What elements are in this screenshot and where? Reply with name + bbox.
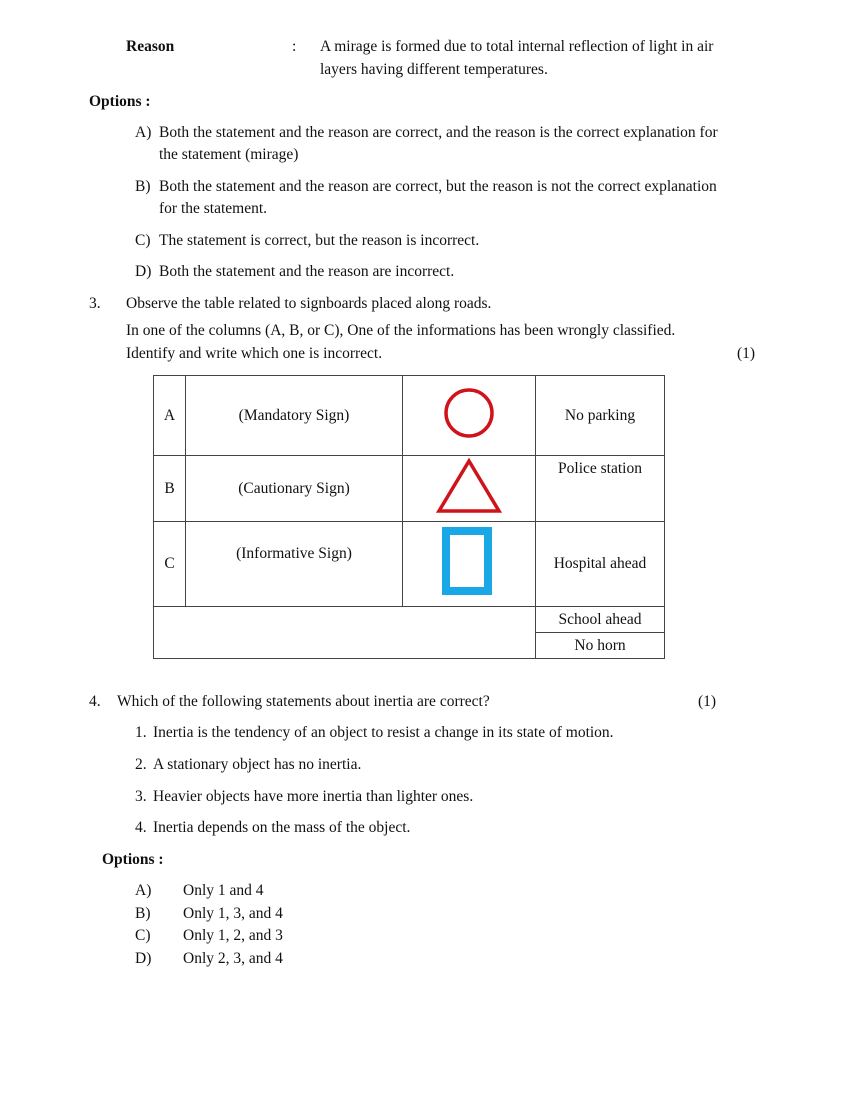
q4-statement-4-text: Inertia depends on the mass of the object.: [153, 819, 411, 836]
red-circle-icon: [439, 385, 499, 441]
row-c-letter: C: [154, 522, 186, 607]
q4-option-b-letter: B): [135, 905, 151, 922]
red-triangle-icon: [434, 456, 504, 516]
row-b-sign-type: (Cautionary Sign): [186, 456, 403, 522]
q4-option-b-text: Only 1, 3, and 4: [183, 905, 283, 922]
q2-option-b-line-1: Both the statement and the reason are correct, but the reason is not the correct explanation: [159, 178, 717, 195]
row-a-info: No parking: [536, 376, 665, 456]
reason-text-line-1: A mirage is formed due to total internal reflection of light in air: [320, 38, 714, 55]
table-row-b: [154, 456, 665, 522]
q2-option-d-letter: D): [135, 263, 152, 280]
q2-option-a-line-1: Both the statement and the reason are correct, and the reason is the correct explanation for: [159, 124, 718, 141]
q2-option-c-letter: C): [135, 232, 151, 249]
table-row-extra-1: [154, 607, 665, 633]
q4-options-heading: Options :: [102, 851, 164, 868]
reason-colon: :: [292, 38, 297, 55]
row-b-shape-cell: [403, 456, 536, 522]
row-b-info: Police station: [536, 456, 665, 522]
q4-option-a-letter: A): [135, 882, 152, 899]
q4-option-a-text: Only 1 and 4: [183, 882, 264, 899]
empty-merged-cell: [154, 607, 536, 659]
q4-option-d-text: Only 2, 3, and 4: [183, 950, 283, 967]
q4-marks: (1): [698, 693, 717, 710]
row-c-shape-cell: [403, 522, 536, 607]
q4-option-c-letter: C): [135, 927, 151, 944]
q2-option-c-text: The statement is correct, but the reason is incorrect.: [159, 232, 480, 249]
q4-question: Which of the following statements about inertia are correct?: [117, 693, 490, 710]
q4-statement-1-text: Inertia is the tendency of an object to resist a change in its state of motion.: [153, 724, 614, 741]
reason-label: Reason: [126, 38, 175, 55]
q2-options-heading: Options :: [89, 93, 151, 110]
q4-statement-2-text: A stationary object has no inertia.: [153, 756, 362, 773]
q4-statement-3-num: 3.: [135, 788, 147, 805]
extra-info-school: School ahead: [536, 607, 665, 633]
q2-option-d-text: Both the statement and the reason are incorrect.: [159, 263, 455, 280]
table-row-a: [154, 376, 665, 456]
q4-number: 4.: [89, 693, 101, 710]
row-b-letter: B: [154, 456, 186, 522]
q4-option-c-text: Only 1, 2, and 3: [183, 927, 283, 944]
table-row-c: [154, 522, 665, 607]
q3-text-line-2: In one of the columns (A, B, or C), One of the informations has been wrongly classified.: [126, 322, 676, 339]
extra-info-horn: No horn: [536, 633, 665, 659]
q2-option-a-line-2: the statement (mirage): [159, 146, 299, 163]
row-a-sign-type: (Mandatory Sign): [186, 376, 403, 456]
q3-marks: (1): [737, 345, 756, 362]
q3-text-line-3: Identify and write which one is incorrect.: [126, 345, 383, 362]
reason-text-line-2: layers having different temperatures.: [320, 61, 548, 78]
signboard-table: [153, 375, 665, 659]
row-c-sign-type: (Informative Sign): [186, 522, 403, 607]
blue-rectangle-icon: [439, 524, 499, 600]
q4-option-d-letter: D): [135, 950, 152, 967]
row-a-letter: A: [154, 376, 186, 456]
q4-statement-4-num: 4.: [135, 819, 147, 836]
row-c-info: Hospital ahead: [536, 522, 665, 607]
q4-statement-3-text: Heavier objects have more inertia than lighter ones.: [153, 788, 474, 805]
q4-statement-2-num: 2.: [135, 756, 147, 773]
q2-option-b-line-2: for the statement.: [159, 200, 268, 217]
q2-option-a-letter: A): [135, 124, 152, 141]
q3-text-line-1: Observe the table related to signboards placed along roads.: [126, 295, 492, 312]
q4-statement-1-num: 1.: [135, 724, 147, 741]
q2-option-b-letter: B): [135, 178, 151, 195]
q3-number: 3.: [89, 295, 101, 312]
row-a-shape-cell: [403, 376, 536, 456]
